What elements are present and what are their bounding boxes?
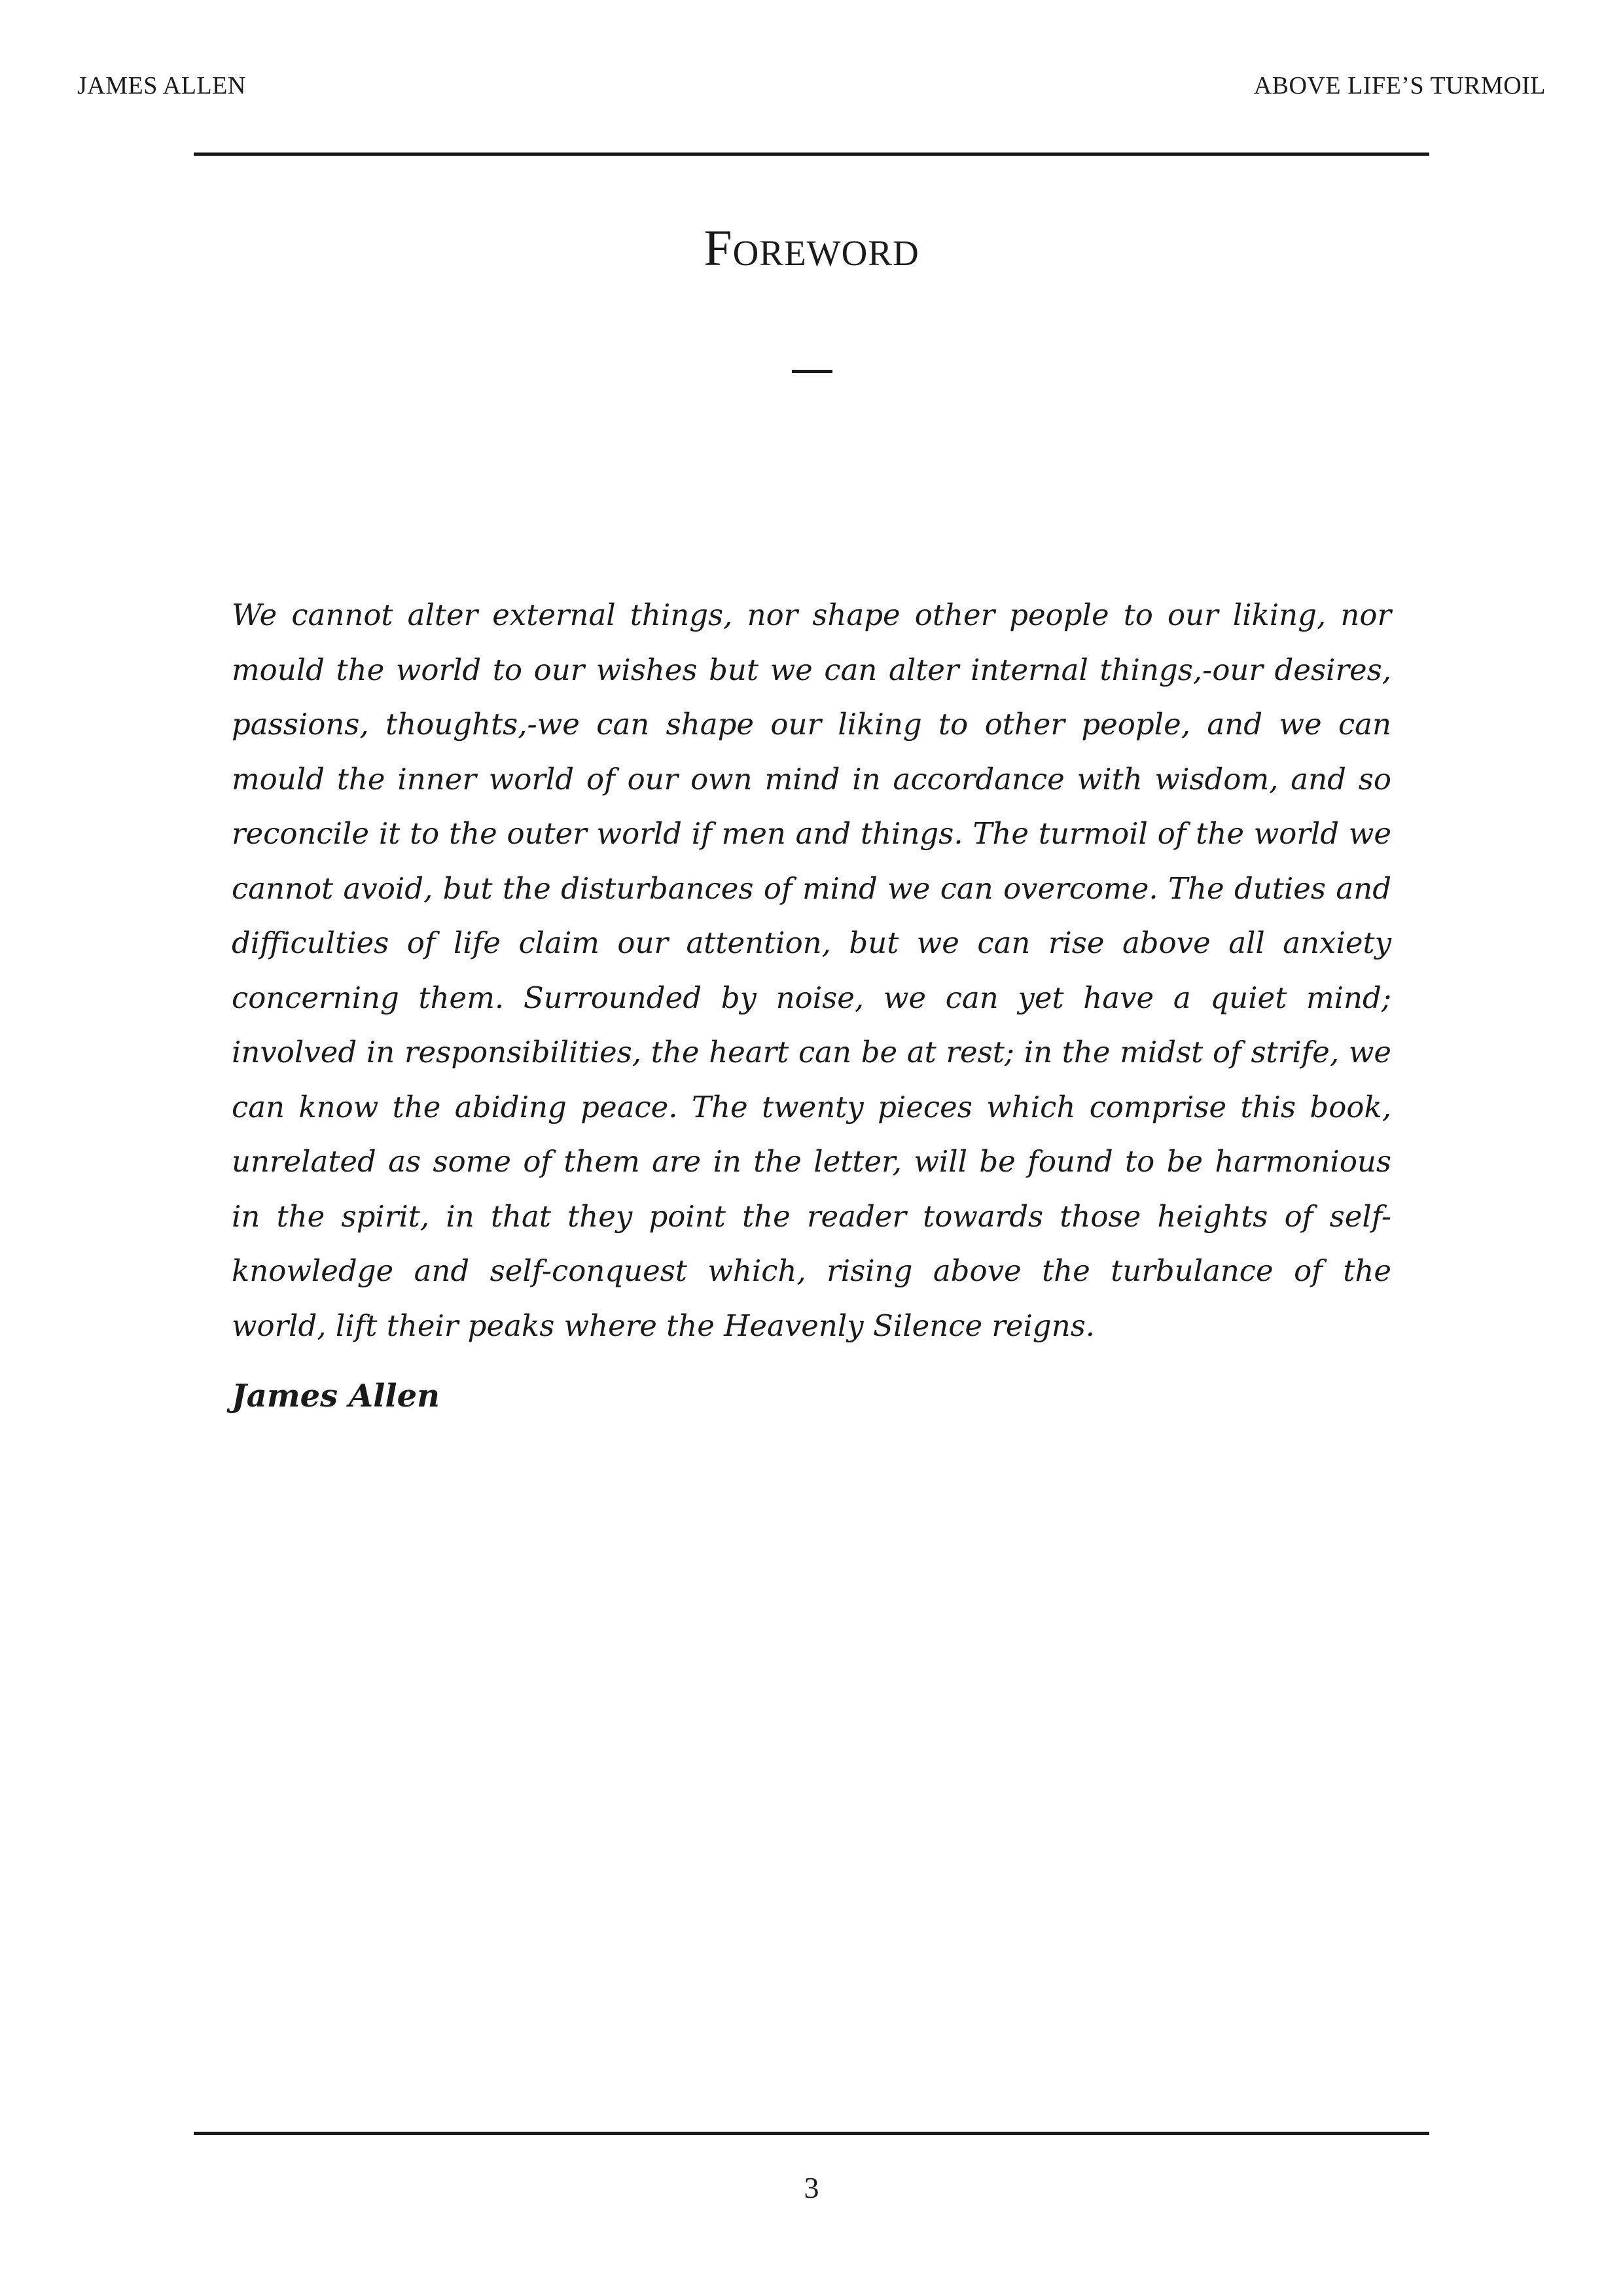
chapter-title: Foreword xyxy=(704,219,919,276)
author-signature: James Allen xyxy=(232,1378,440,1414)
page-number: 3 xyxy=(804,2171,819,2204)
footer-rule xyxy=(194,2132,1429,2135)
title-ornament-dash xyxy=(792,370,832,373)
running-head-book-title: ABOVE LIFE’S TURMOIL xyxy=(1253,72,1546,99)
foreword-paragraph: We cannot alter external things, nor shape other people to our liking, nor mould the world to our wishes but we can alter internal things,-our desires, passions, thoughts,-we can shape our liking to other people, and we can mould the inner world of our own mind in accordance with wisdom, and so reconcile it to the outer world if men and things. The turmoil of the world we cannot avoid, but the disturbances of mind we can overcome. The duties and difficulties of life claim our attention, but we can rise above all anxiety concerning them. Surrounded by noise, we can yet have a quiet mind; involved in responsibilities, the heart can be at rest; in the midst of strife, we can know the abiding peace. The twenty pieces which comprise this book, unrelated as some of them are in the letter, will be found to be harmonious in the spirit, in that they point the reader towards those heights of self-knowledge and self-conquest which, rising above the turbulance of the world, lift their peaks where the Heavenly Silence reigns. xyxy=(232,598,1391,1343)
header-rule xyxy=(194,152,1429,156)
running-head-author: JAMES ALLEN xyxy=(77,72,246,99)
